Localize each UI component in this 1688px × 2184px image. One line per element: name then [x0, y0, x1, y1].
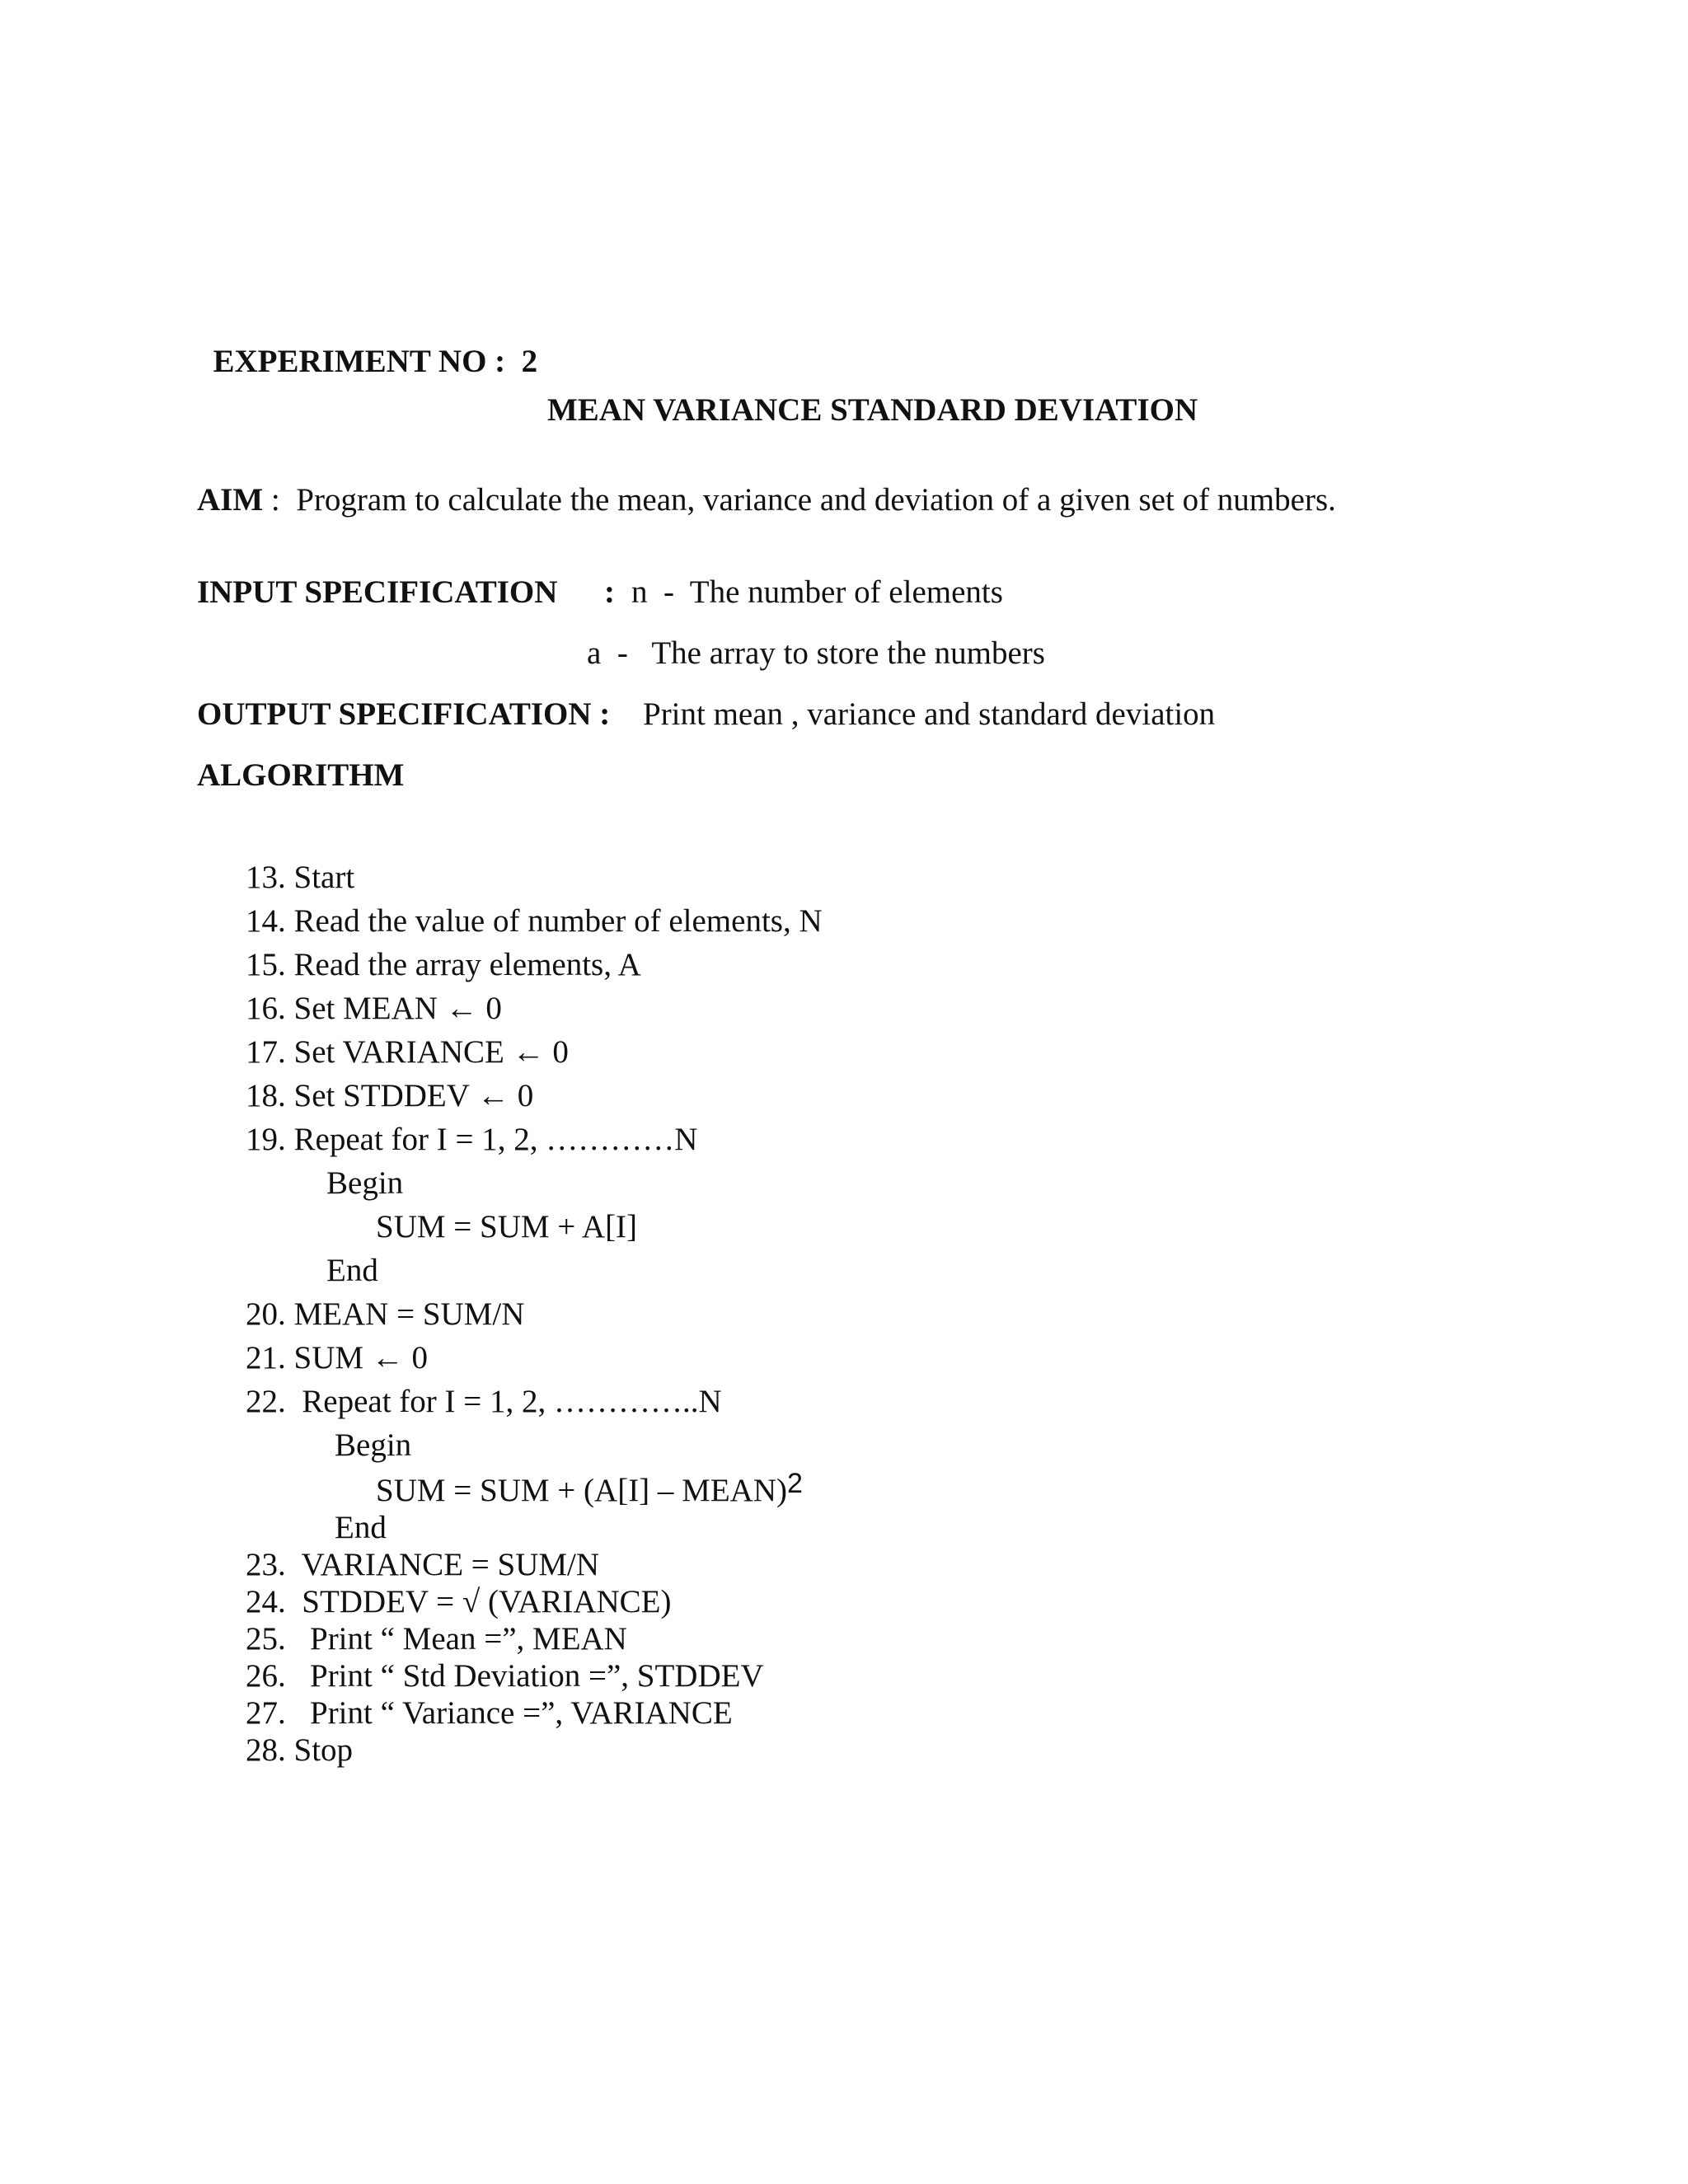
- input-desc: The number of elements: [689, 574, 1003, 610]
- algorithm-heading: ALGORITHM: [197, 757, 405, 793]
- output-spec-text: Print mean , variance and standard deviation: [643, 696, 1216, 732]
- page-title: MEAN VARIANCE STANDARD DEVIATION: [547, 392, 1198, 428]
- aim-text: Program to calculate the mean, variance and deviation of a given set of numbers.: [296, 482, 1336, 518]
- step-15: 15. Read the array elements, A: [246, 947, 641, 982]
- input-spec-label: INPUT SPECIFICATION: [197, 574, 558, 610]
- step-27: 27. Print “ Variance =”, VARIANCE: [246, 1695, 733, 1731]
- experiment-heading: [197, 313, 537, 377]
- input-var: a: [587, 635, 602, 671]
- input-desc: The array to store the numbers: [651, 635, 1045, 671]
- step-21: 21. SUM ← 0: [246, 1340, 429, 1376]
- step-13: 13. Start: [246, 860, 355, 895]
- step-14: 14. Read the value of number of elements, N: [246, 903, 823, 939]
- input-dash: -: [617, 635, 628, 671]
- step-19-begin: Begin: [326, 1165, 404, 1201]
- input-spec-item-n: [631, 576, 1003, 608]
- step-22-end: End: [335, 1510, 387, 1545]
- step-23: 23. VARIANCE = SUM/N: [246, 1547, 600, 1582]
- step-19-body: SUM = SUM + A[I]: [376, 1209, 638, 1244]
- superscript-two: 2: [786, 1468, 803, 1499]
- aim-separator: :: [270, 482, 280, 518]
- step-28: 28. Stop: [246, 1732, 354, 1768]
- experiment-number: 2: [521, 344, 538, 379]
- aim-label: AIM: [197, 482, 264, 518]
- input-spec-separator: :: [604, 574, 615, 610]
- aim-line: [197, 484, 1336, 516]
- output-spec-label: OUTPUT SPECIFICATION :: [197, 696, 611, 732]
- step-18: 18. Set STDDEV ← 0: [246, 1078, 534, 1113]
- step-20: 20. MEAN = SUM/N: [246, 1296, 525, 1332]
- step-16: 16. Set MEAN ← 0: [246, 991, 502, 1026]
- step-19-end: End: [326, 1253, 378, 1288]
- step-22-body-text: SUM = SUM + (A[I] – MEAN): [376, 1473, 787, 1508]
- step-22: 22. Repeat for I = 1, 2, …………..N: [246, 1384, 722, 1419]
- step-22-begin: Begin: [335, 1427, 412, 1463]
- step-19: 19. Repeat for I = 1, 2, …………N: [246, 1122, 698, 1157]
- step-26: 26. Print “ Std Deviation =”, STDDEV: [246, 1658, 764, 1694]
- step-25: 25. Print “ Mean =”, MEAN: [246, 1621, 627, 1657]
- step-17: 17. Set VARIANCE ← 0: [246, 1034, 569, 1070]
- input-var: n: [631, 574, 648, 610]
- experiment-label: EXPERIMENT NO :: [213, 344, 506, 379]
- step-24: 24. STDDEV = √ (VARIANCE): [246, 1584, 672, 1619]
- input-spec-item-a: [587, 637, 1045, 669]
- input-dash: -: [663, 574, 674, 610]
- step-22-body: [376, 1468, 803, 1508]
